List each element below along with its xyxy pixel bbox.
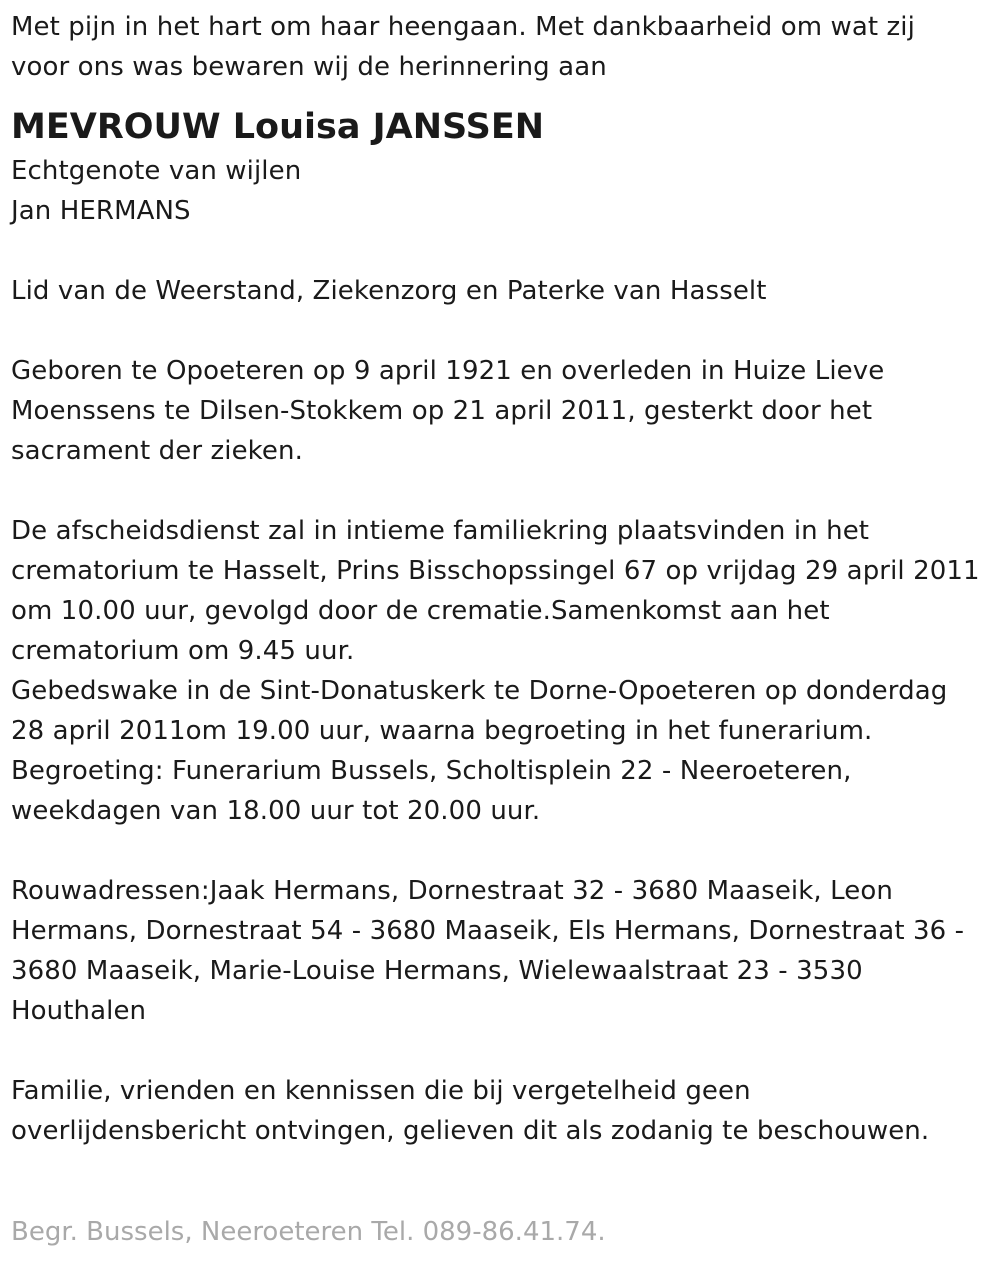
ceremony-paragraph [11, 511, 988, 831]
paragraph-line: Begroeting: Funerarium Bussels, Scholtisplein 22 - Neeroeteren, [11, 756, 852, 786]
paragraph-spacer [11, 471, 988, 511]
intro-text [11, 7, 988, 87]
paragraph-line: weekdagen van 18.00 uur tot 20.00 uur. [11, 796, 541, 826]
birth-death-paragraph [11, 351, 988, 471]
intro-line: voor ons was bewaren wij de herinnering aan [11, 52, 607, 82]
paragraph-line: crematorium om 9.45 uur. [11, 636, 355, 666]
membership-text: Lid van de Weerstand, Ziekenzorg en Paterke van Hasselt [11, 276, 767, 306]
funeral-home-footer: Begr. Bussels, Neeroeteren Tel. 089-86.41.74. [11, 1217, 606, 1247]
paragraph-line: Gebedswake in de Sint-Donatuskerk te Dorne-Opoeteren op donderdag [11, 676, 948, 706]
paragraph-spacer [11, 231, 988, 271]
paragraph-line: Familie, vrienden en kennissen die bij vergetelheid geen [11, 1076, 751, 1106]
paragraph-line: sacrament der zieken. [11, 436, 303, 466]
paragraph-line: crematorium te Hasselt, Prins Bisschopssingel 67 op vrijdag 29 april 2011 [11, 556, 980, 586]
paragraph-line: Rouwadressen:Jaak Hermans, Dornestraat 32 - 3680 Maaseik, Leon [11, 876, 893, 906]
addresses-paragraph [11, 871, 988, 1031]
paragraph-line: Moenssens te Dilsen-Stokkem op 21 april 2011, gesterkt door het [11, 396, 873, 426]
spouse-name: Jan HERMANS [11, 196, 191, 226]
spouse-label: Echtgenote van wijlen [11, 156, 302, 186]
paragraph-line: om 10.00 uur, gevolgd door de crematie.Samenkomst aan het [11, 596, 830, 626]
paragraph-line: overlijdensbericht ontvingen, gelieven dit als zodanig te beschouwen. [11, 1116, 930, 1146]
paragraph-line: Houthalen [11, 996, 147, 1026]
paragraph-spacer [11, 1031, 988, 1071]
paragraph-line: 28 april 2011om 19.00 uur, waarna begroeting in het funerarium. [11, 716, 873, 746]
paragraph-spacer [11, 311, 988, 351]
paragraph-spacer [11, 831, 988, 871]
intro-line: Met pijn in het hart om haar heengaan. Met dankbaarheid om wat zij [11, 12, 915, 42]
deceased-name: MEVROUW Louisa JANSSEN [11, 107, 545, 147]
paragraph-line: Geboren te Opoeteren op 9 april 1921 en overleden in Huize Lieve [11, 356, 885, 386]
paragraph-line: De afscheidsdienst zal in intieme familiekring plaatsvinden in het [11, 516, 870, 546]
paragraph-line: 3680 Maaseik, Marie-Louise Hermans, Wielewaalstraat 23 - 3530 [11, 956, 863, 986]
paragraph-line: Hermans, Dornestraat 54 - 3680 Maaseik, Els Hermans, Dornestraat 36 - [11, 916, 965, 946]
notice-paragraph [11, 1071, 988, 1151]
